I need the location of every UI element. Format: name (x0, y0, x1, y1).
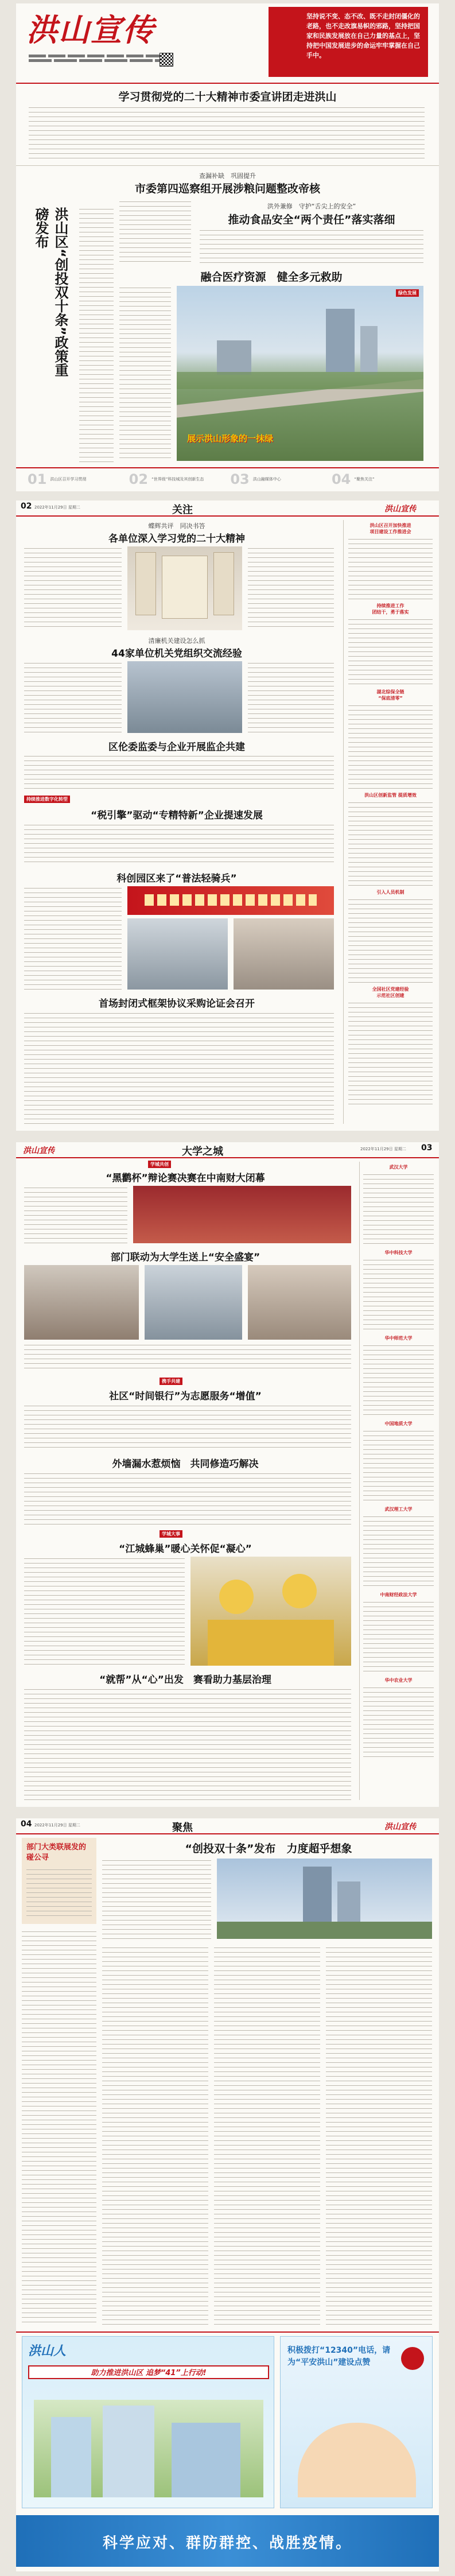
page-date: 2022年11月29日 星期二 (34, 505, 80, 510)
phone-icon (401, 2347, 424, 2370)
vertical-headline: 洪山区“创投双十条”政策重磅发布 (33, 207, 68, 377)
side-column: 武汉大学 华中科技大学 华中师范大学 中国地质大学 武汉理工大学 中南财经政法大学 华中农业大学 (359, 1162, 434, 1800)
slogan-text: 坚持说不变、态不改、既不走封闭僵化的老路，也不走改旗易帜的邪路，坚持把国家和民族发展放在自己力量的基点上，坚持把中国发展进步的命运牢牢掌握在自己手中。 (306, 13, 420, 59)
footer-item[interactable]: 04 “聚焦关注” (331, 471, 375, 487)
side-column: 洪山区召开加快推进 项目建设工作推进会 持续推进工作 团结干，勇于落实 湖北综保全链 “保底清零” 洪山区创新监管 提质增效 引入人员机制 全国社区党建经验 示范社区创建 (343, 520, 433, 1124)
kicker-3: 洪外兼修 守护“舌尖上的安全” (267, 203, 356, 210)
banner-right (280, 2336, 433, 2508)
body-6 (24, 1687, 351, 1800)
tag-1: 学城共创 (148, 1161, 171, 1168)
tag-1: 持续推进数字化转型 (24, 796, 70, 803)
col-body-3 (119, 286, 171, 461)
kicker-2: 查漏补缺 巩固提升 (199, 172, 256, 180)
qr-code (160, 53, 173, 67)
body-2a (24, 661, 122, 733)
safety-photo-3 (248, 1265, 351, 1340)
headline-4: 外墙漏水惹烦恼 共同修造巧解决 (112, 1458, 259, 1470)
bottom-slogan-band (16, 2515, 439, 2567)
masthead-small: 洪山宣传 (23, 1146, 55, 1155)
photo-caption: 展示洪山形象的一抹绿 (187, 433, 274, 444)
body-1b (248, 546, 334, 630)
body-1 (102, 1859, 211, 1939)
footer-item[interactable]: 02 “世界级”科技城及其创新生态 (129, 471, 204, 487)
banner-right-text: 积极拨打“12340”电话，请为“平安洪山”建设点赞 (287, 2346, 391, 2367)
section-title: 大学之城 (182, 1146, 223, 1158)
headline-2: 44家单位机关党组织交流经验 (111, 648, 242, 659)
banner-left-text: 助力推进洪山区 追梦“41”上行动! (28, 2365, 269, 2379)
headline-6: “就帮”从“心”出发 赛看助力基层治理 (99, 1674, 271, 1686)
body-2 (24, 1343, 351, 1372)
masthead-small: 洪山宣传 (384, 1822, 417, 1832)
footer-item[interactable]: 01 洪山区召开学习贯彻 (28, 471, 87, 487)
page-three (16, 1142, 439, 1807)
masthead (26, 9, 181, 51)
headline-3: 社区“时间银行”为志愿服务“增值” (109, 1391, 262, 1402)
volunteer-photo (190, 1557, 351, 1666)
lead-headline: 学习贯彻党的二十大精神市委宣讲团走进洪山 (118, 91, 337, 103)
body-5a (24, 886, 122, 990)
body-5 (24, 1557, 185, 1666)
law-photo-1 (127, 886, 334, 915)
photo-tag: 绿色发展 (396, 289, 419, 297)
page-number: 03 (421, 1143, 433, 1153)
masthead-meta (29, 53, 161, 64)
body-1a (24, 1186, 127, 1243)
body-4 (24, 823, 334, 863)
slogan-box (269, 7, 428, 77)
headline-1: “黑鹳杯”辩论赛决赛在中南财大闭幕 (106, 1173, 265, 1184)
masthead-title: 洪山宣传 (26, 11, 155, 48)
law-photo-3 (234, 918, 334, 990)
page-number: 02 (21, 502, 32, 511)
col-body-2 (200, 228, 423, 263)
page-one-footer (28, 470, 429, 489)
masthead-small: 洪山宣传 (384, 505, 417, 514)
page-two (16, 501, 439, 1131)
meeting-photo (127, 661, 242, 733)
tag-2: 携手共建 (160, 1378, 182, 1385)
body-3 (24, 754, 334, 792)
headline-1: 各单位深入学习党的二十大精神 (108, 533, 245, 545)
headline-2: 部门联动为大学生送上“安全盛宴” (110, 1252, 260, 1263)
page-date: 2022年11月29日 星期二 (34, 1823, 80, 1828)
headline-6: 首场封闭式框架协议采购论证会召开 (99, 998, 255, 1010)
kicker-1: 蝶辉共评 同决书答 (148, 522, 205, 530)
col-body-1 (119, 200, 191, 263)
headline-2: 市委第四巡察组开展涉粮问题整改帝核 (134, 183, 320, 195)
bottom-slogan: 科学应对、群防群控、战胜疫情。 (102, 2535, 352, 2552)
body-3 (24, 1404, 351, 1450)
footer-item[interactable]: 03 洪山融媒体中心 (230, 471, 281, 487)
page-number: 04 (21, 1820, 32, 1829)
left-body (22, 1930, 96, 2326)
headline-1: “创投双十条”发布 力度超乎想象 (185, 1842, 352, 1855)
body-2b (214, 1946, 320, 2326)
page-one (16, 3, 439, 491)
law-photo-2 (127, 918, 228, 990)
headline-4: 融合医疗资源 健全多元救助 (200, 271, 343, 284)
body-1a (24, 546, 122, 630)
page-date: 2022年11月29日 星期二 (360, 1147, 406, 1151)
headline-5: “江城蜂巢”暖心关怀促“凝心” (119, 1543, 252, 1555)
page-four (16, 1818, 439, 2571)
body-2a (102, 1946, 208, 2326)
city-photo (177, 286, 423, 461)
headline-3: 区伦委监委与企业开展监企共建 (108, 742, 245, 753)
left-box: 部门大类联展发的碰公寻 (22, 1838, 96, 1924)
kicker-2: 清廉机关建设怎么抓 (148, 637, 205, 645)
safety-photo-1 (24, 1265, 139, 1340)
section-title: 关注 (172, 504, 193, 516)
lead-body (29, 106, 425, 160)
body-2b (248, 661, 334, 733)
headline-4: “税引擎”驱动“专精特新”企业提速发展 (91, 810, 263, 821)
section-title: 聚焦 (172, 1822, 193, 1834)
debate-photo (133, 1186, 351, 1243)
tag-3: 学城大事 (160, 1530, 182, 1538)
vertical-body (79, 207, 114, 463)
body-6 (24, 1011, 334, 1124)
calligraphy-photo (127, 546, 242, 630)
tower-photo (217, 1859, 432, 1939)
headline-5: 科创园区来了“普法轻骑兵” (116, 873, 237, 884)
body-4 (24, 1472, 351, 1526)
safety-photo-2 (145, 1265, 242, 1340)
headline-3: 推动食品安全“两个责任”落实落细 (228, 214, 395, 226)
banner-left (22, 2336, 274, 2508)
body-2c (326, 1946, 432, 2326)
banner-left-title: 洪山人 (28, 2344, 67, 2358)
